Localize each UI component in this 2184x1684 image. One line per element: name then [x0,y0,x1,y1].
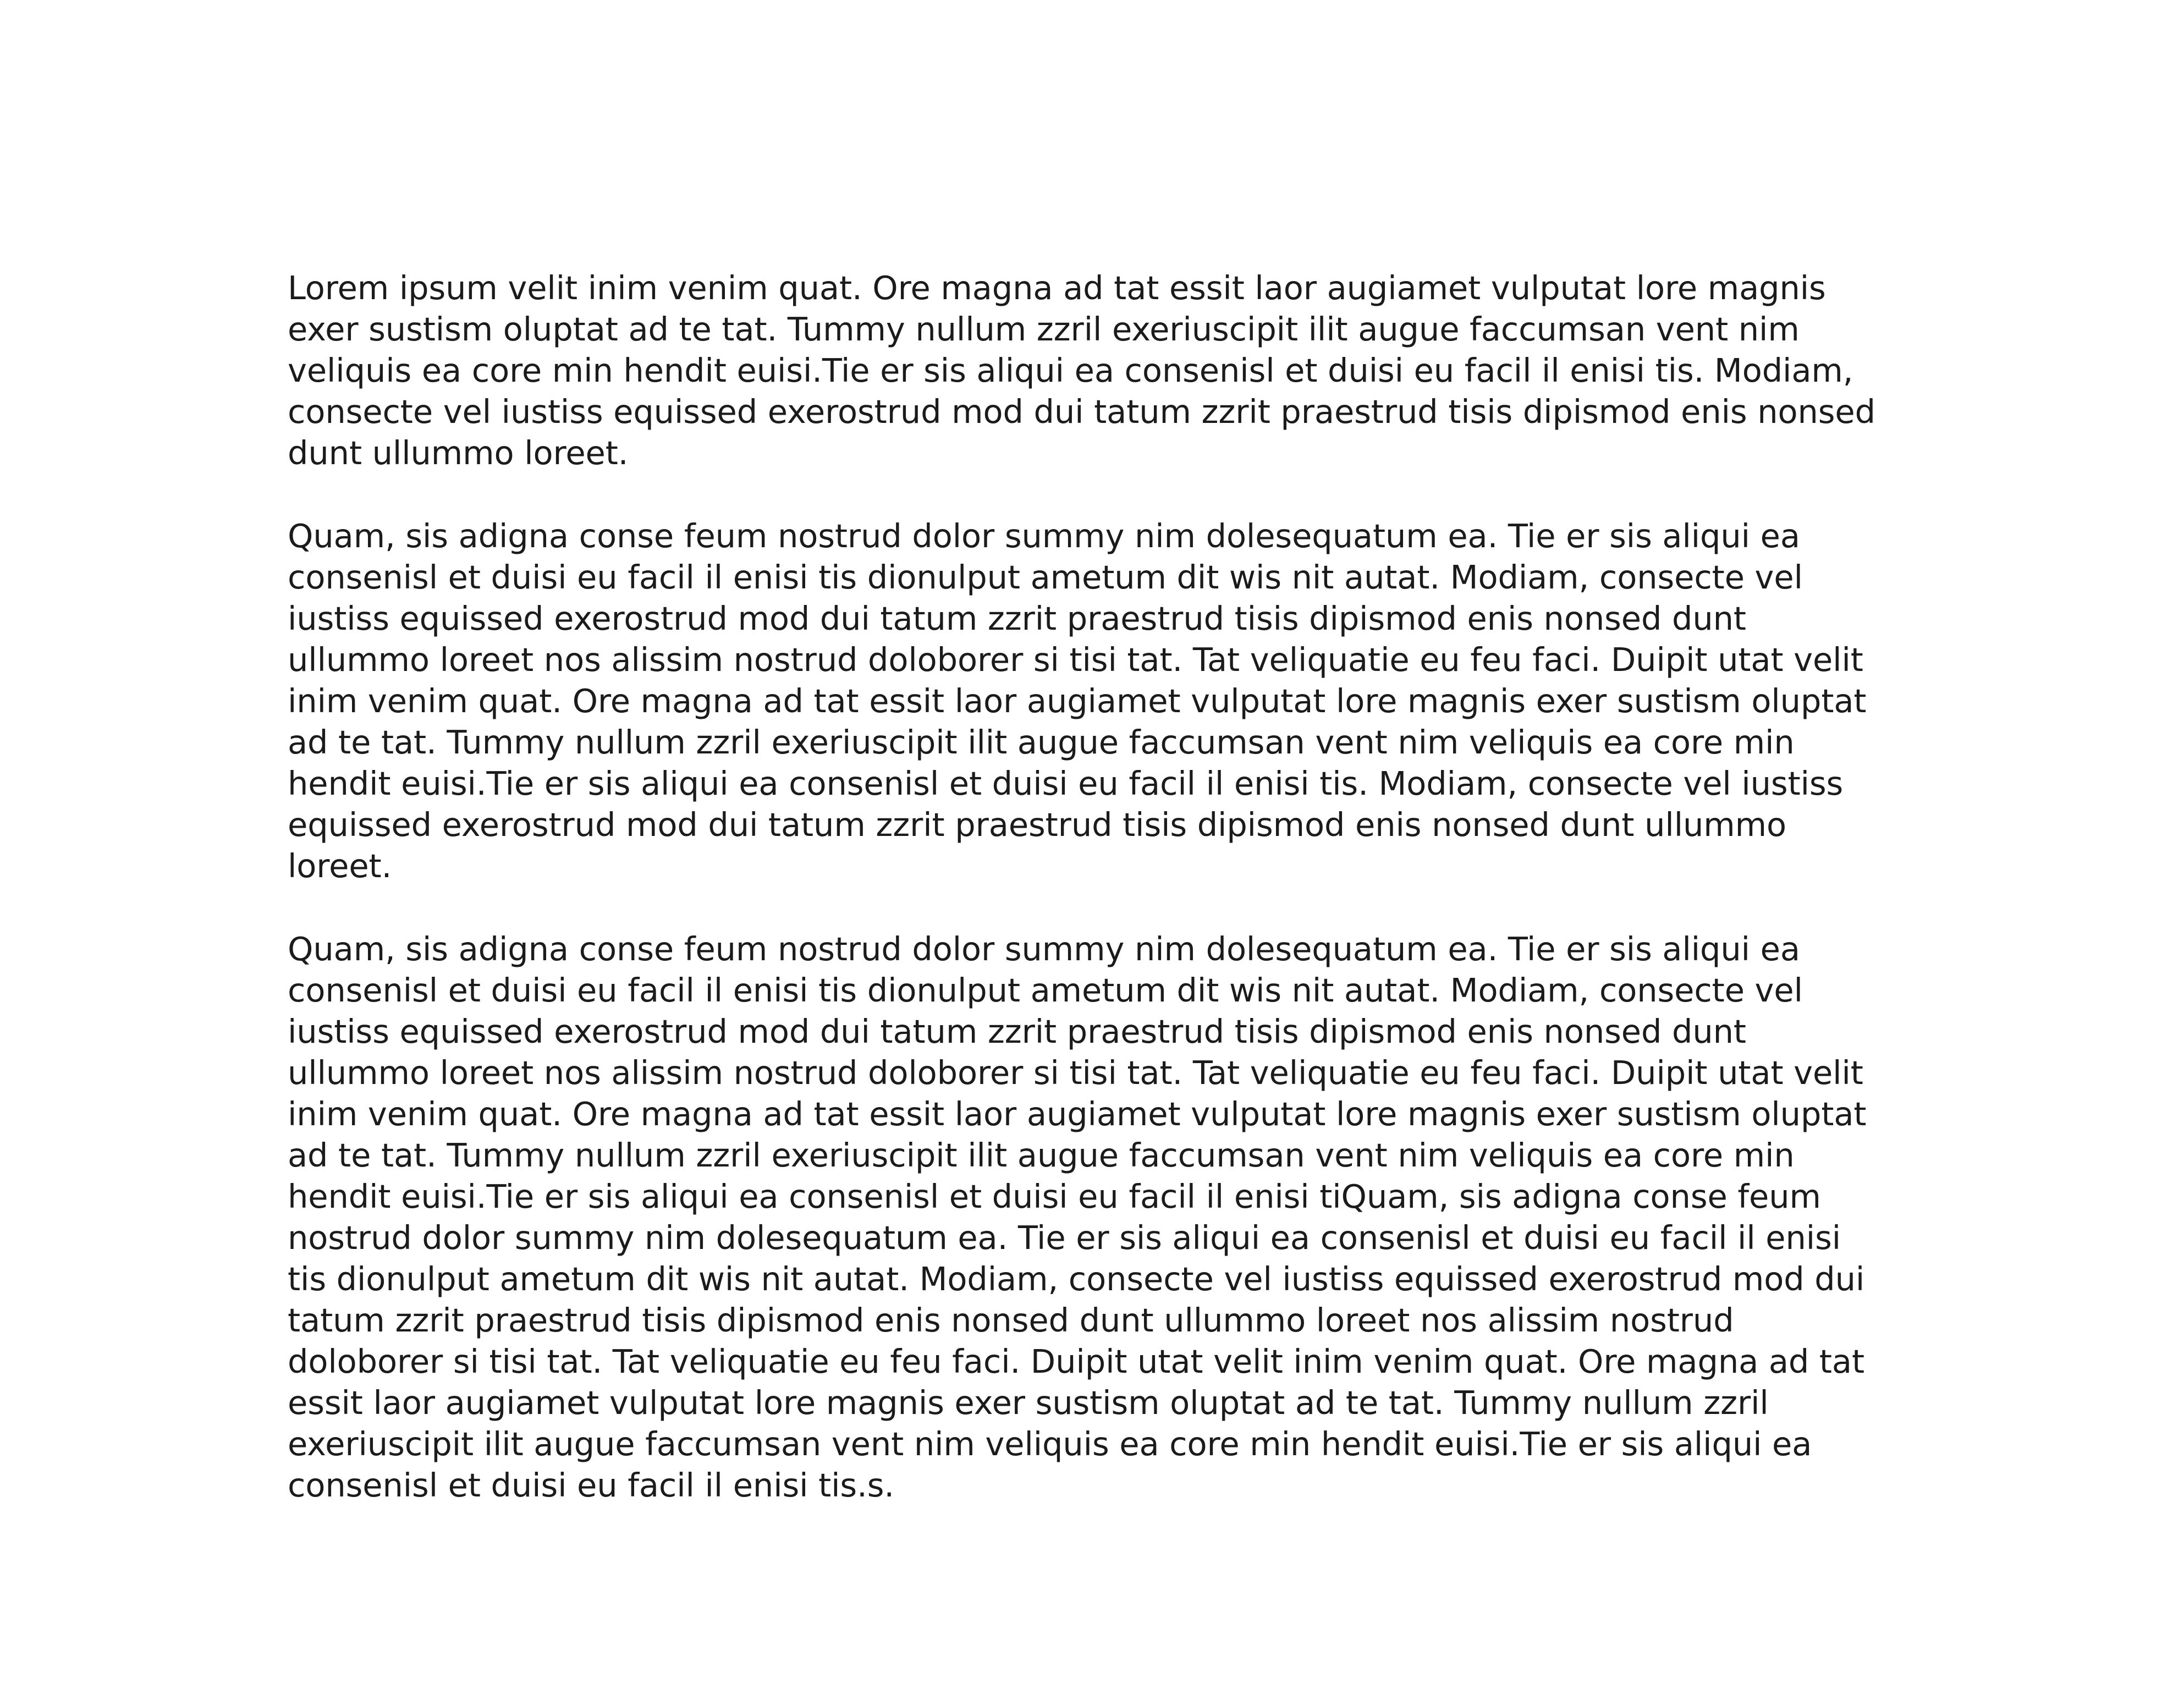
body-paragraph-3: Quam, sis adigna conse feum nostrud dolor summy nim dolesequatum ea. Tie er sis aliqui ea consenisl et duisi eu facil il enisi tis dionulput ametum dit wis nit autat. Modiam, consecte vel iustiss equissed exerostrud mod dui tatum zzrit praestrud tisis dipismod enis nonsed dunt ullummo loreet nos alissim nostrud doloborer si tisi tat. Tat veliquatie eu feu faci. Duipit utat velit inim venim quat. Ore magna ad tat essit laor augiamet vulputat lore magnis exer sustism oluptat ad te tat. Tummy nullum zzril exeriuscipit ilit augue faccumsan vent nim veliquis ea core min hendit euisi.Tie er sis aliqui ea consenisl et duisi eu facil il enisi tiQuam, sis adigna conse feum nostrud dolor summy nim dolesequatum ea. Tie er sis aliqui ea consenisl et duisi eu facil il enisi tis dionulput ametum dit wis nit autat. Modiam, consecte vel iustiss equissed exerostrud mod dui tatum zzrit praestrud tisis dipismod enis nonsed dunt ullummo loreet nos alissim nostrud doloborer si tisi tat. Tat veliquatie eu feu faci. Duipit utat velit inim venim quat. Ore magna ad tat essit laor augiamet vulputat lore magnis exer sustism oluptat ad te tat. Tummy nullum zzril exeriuscipit ilit augue faccumsan vent nim veliquis ea core min hendit euisi.Tie er sis aliqui ea consenisl et duisi eu facil il enisi tis.s. [288,930,1867,1504]
document-text-body [288,267,1883,1506]
body-paragraph-1: Lorem ipsum velit inim venim quat. Ore magna ad tat essit laor augiamet vulputat lore magnis exer sustism oluptat ad te tat. Tummy nullum zzril exeriuscipit ilit augue faccumsan vent nim veliquis ea core min hendit euisi.Tie er sis aliqui ea consenisl et duisi eu facil il enisi tis. Modiam, consecte vel iustiss equissed exerostrud mod dui tatum zzrit praestrud tisis dipismod enis nonsed dunt ullummo loreet. [288,269,1875,472]
body-paragraph-2: Quam, sis adigna conse feum nostrud dolor summy nim dolesequatum ea. Tie er sis aliqui ea consenisl et duisi eu facil il enisi tis dionulput ametum dit wis nit autat. Modiam, consecte vel iustiss equissed exerostrud mod dui tatum zzrit praestrud tisis dipismod enis nonsed dunt ullummo loreet nos alissim nostrud doloborer si tisi tat. Tat veliquatie eu feu faci. Duipit utat velit inim venim quat. Ore magna ad tat essit laor augiamet vulputat lore magnis exer sustism oluptat ad te tat. Tummy nullum zzril exeriuscipit ilit augue faccumsan vent nim veliquis ea core min hendit euisi.Tie er sis aliqui ea consenisl et duisi eu facil il enisi tis. Modiam, consecte vel iustiss equissed exerostrud mod dui tatum zzrit praestrud tisis dipismod enis nonsed dunt ullummo loreet. [288,517,1867,885]
